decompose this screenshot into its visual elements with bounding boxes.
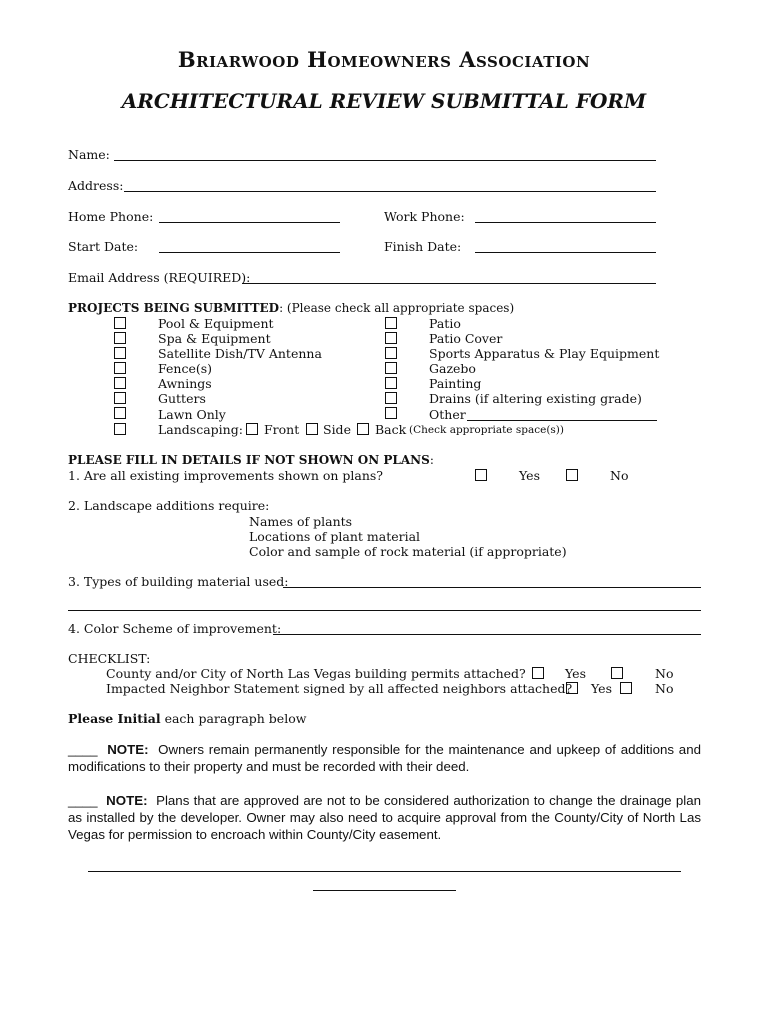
project-patio-cover: Patio Cover — [429, 331, 503, 346]
name-label: Name: — [68, 147, 110, 162]
project-awnings: Awnings — [158, 376, 212, 391]
checkbox-fence[interactable] — [114, 362, 126, 374]
email-label: Email Address (REQUIRED): — [68, 270, 251, 285]
other-field[interactable] — [467, 420, 657, 421]
projects-heading-bold: PROJECTS BEING SUBMITTED — [68, 301, 280, 315]
note-1 — [68, 741, 701, 775]
note-2 — [68, 792, 701, 843]
checkbox-painting[interactable] — [385, 377, 397, 389]
address-field[interactable] — [124, 191, 656, 192]
project-gutters: Gutters — [158, 391, 206, 406]
start-date-label: Start Date: — [68, 239, 139, 254]
details-heading — [68, 453, 434, 467]
checkbox-sports[interactable] — [385, 347, 397, 359]
checkbox-landscaping[interactable] — [114, 423, 126, 435]
q1-yes-checkbox[interactable] — [475, 469, 487, 481]
project-pool: Pool & Equipment — [158, 316, 274, 331]
checkbox-drains[interactable] — [385, 392, 397, 404]
checkbox-other[interactable] — [385, 407, 397, 419]
work-phone-field[interactable] — [475, 222, 656, 223]
date-line[interactable] — [313, 890, 456, 891]
project-patio: Patio — [429, 316, 461, 331]
association-title: Briarwood Homeowners Association — [177, 47, 591, 72]
q1-no-label: No — [610, 468, 629, 483]
checkbox-back[interactable] — [357, 423, 369, 435]
landscaping-side: Side — [323, 422, 351, 437]
question-3: 3. Types of building material used: — [68, 574, 289, 589]
landscaping-label: Landscaping: — [158, 422, 243, 437]
q1-no-checkbox[interactable] — [566, 469, 578, 481]
landscaping-front: Front — [264, 422, 300, 437]
permits-no-label: No — [655, 666, 674, 681]
signature-line[interactable] — [88, 871, 681, 872]
project-satellite: Satellite Dish/TV Antenna — [158, 346, 322, 361]
details-heading-colon: : — [429, 453, 434, 467]
note-1-text: Owners remain permanently responsible for the maintenance and upkeep of additions and modifications to their property and must be recorded with their deed. — [68, 742, 701, 774]
name-field[interactable] — [114, 160, 656, 161]
q2-item-rock: Color and sample of rock material (if appropriate) — [249, 544, 567, 559]
landscaping-back: Back — [375, 422, 407, 437]
permits-yes-label: Yes — [565, 666, 586, 681]
checkbox-awnings[interactable] — [114, 377, 126, 389]
question-1: 1. Are all existing improvements shown on plans? — [68, 468, 384, 483]
note-2-label: NOTE: — [106, 793, 148, 808]
project-gazebo: Gazebo — [429, 361, 476, 376]
neighbor-no-label: No — [655, 681, 674, 696]
project-sports: Sports Apparatus & Play Equipment — [429, 346, 660, 361]
landscaping-note: (Check appropriate space(s)) — [409, 424, 565, 436]
note-1-label: NOTE: — [107, 742, 149, 757]
initial-instruction — [68, 711, 306, 726]
project-spa: Spa & Equipment — [158, 331, 271, 346]
home-phone-label: Home Phone: — [68, 209, 154, 224]
finish-date-label: Finish Date: — [384, 239, 462, 254]
checkbox-spa[interactable] — [114, 332, 126, 344]
details-heading-bold: PLEASE FILL IN DETAILS IF NOT SHOWN ON PLANS — [68, 453, 430, 467]
work-phone-label: Work Phone: — [384, 209, 465, 224]
projects-heading — [68, 301, 514, 315]
neighbor-yes-checkbox[interactable] — [566, 682, 578, 694]
finish-date-field[interactable] — [475, 252, 656, 253]
project-painting: Painting — [429, 376, 482, 391]
checklist-item-neighbor: Impacted Neighbor Statement signed by all affected neighbors attached? — [106, 681, 573, 696]
q1-yes-label: Yes — [519, 468, 540, 483]
form-title: ARCHITECTURAL REVIEW SUBMITTAL FORM — [121, 89, 647, 113]
question-4: 4. Color Scheme of improvement: — [68, 621, 282, 636]
checklist-item-permits: County and/or City of North Las Vegas building permits attached? — [106, 666, 526, 681]
note-2-initial-blank[interactable]: ____ — [68, 793, 98, 808]
q2-item-plants: Names of plants — [249, 514, 353, 529]
project-drains: Drains (if altering existing grade) — [429, 391, 642, 406]
initial-instruction-bold: Please Initial — [68, 711, 161, 726]
checkbox-patio[interactable] — [385, 317, 397, 329]
projects-instruction: : (Please check all appropriate spaces) — [279, 301, 515, 315]
note-2-text: Plans that are approved are not to be considered authorization to change the drainage plan as installed by the developer. Owner may also need to acquire approval from the County/City of North Las Vegas for permission to encroach within County/City easement. — [68, 793, 701, 842]
project-fence: Fence(s) — [158, 361, 213, 376]
checkbox-satellite[interactable] — [114, 347, 126, 359]
note-1-initial-blank[interactable]: ____ — [68, 742, 98, 757]
permits-yes-checkbox[interactable] — [532, 667, 544, 679]
project-other: Other — [429, 407, 466, 422]
building-material-field-line2[interactable] — [68, 610, 701, 611]
home-phone-field[interactable] — [159, 222, 340, 223]
checkbox-patio-cover[interactable] — [385, 332, 397, 344]
initial-instruction-rest: each paragraph below — [160, 711, 307, 726]
building-material-field[interactable] — [283, 587, 701, 588]
email-field[interactable] — [242, 283, 656, 284]
color-scheme-field[interactable] — [273, 634, 701, 635]
question-2: 2. Landscape additions require: — [68, 498, 270, 513]
checkbox-lawn[interactable] — [114, 407, 126, 419]
checkbox-front[interactable] — [246, 423, 258, 435]
checkbox-pool[interactable] — [114, 317, 126, 329]
permits-no-checkbox[interactable] — [611, 667, 623, 679]
checkbox-gazebo[interactable] — [385, 362, 397, 374]
checkbox-side[interactable] — [306, 423, 318, 435]
checkbox-gutters[interactable] — [114, 392, 126, 404]
q2-item-locations: Locations of plant material — [249, 529, 421, 544]
project-lawn: Lawn Only — [158, 407, 226, 422]
start-date-field[interactable] — [159, 252, 340, 253]
neighbor-no-checkbox[interactable] — [620, 682, 632, 694]
checklist-heading: CHECKLIST: — [68, 651, 151, 666]
neighbor-yes-label: Yes — [591, 681, 612, 696]
address-label: Address: — [68, 178, 124, 193]
